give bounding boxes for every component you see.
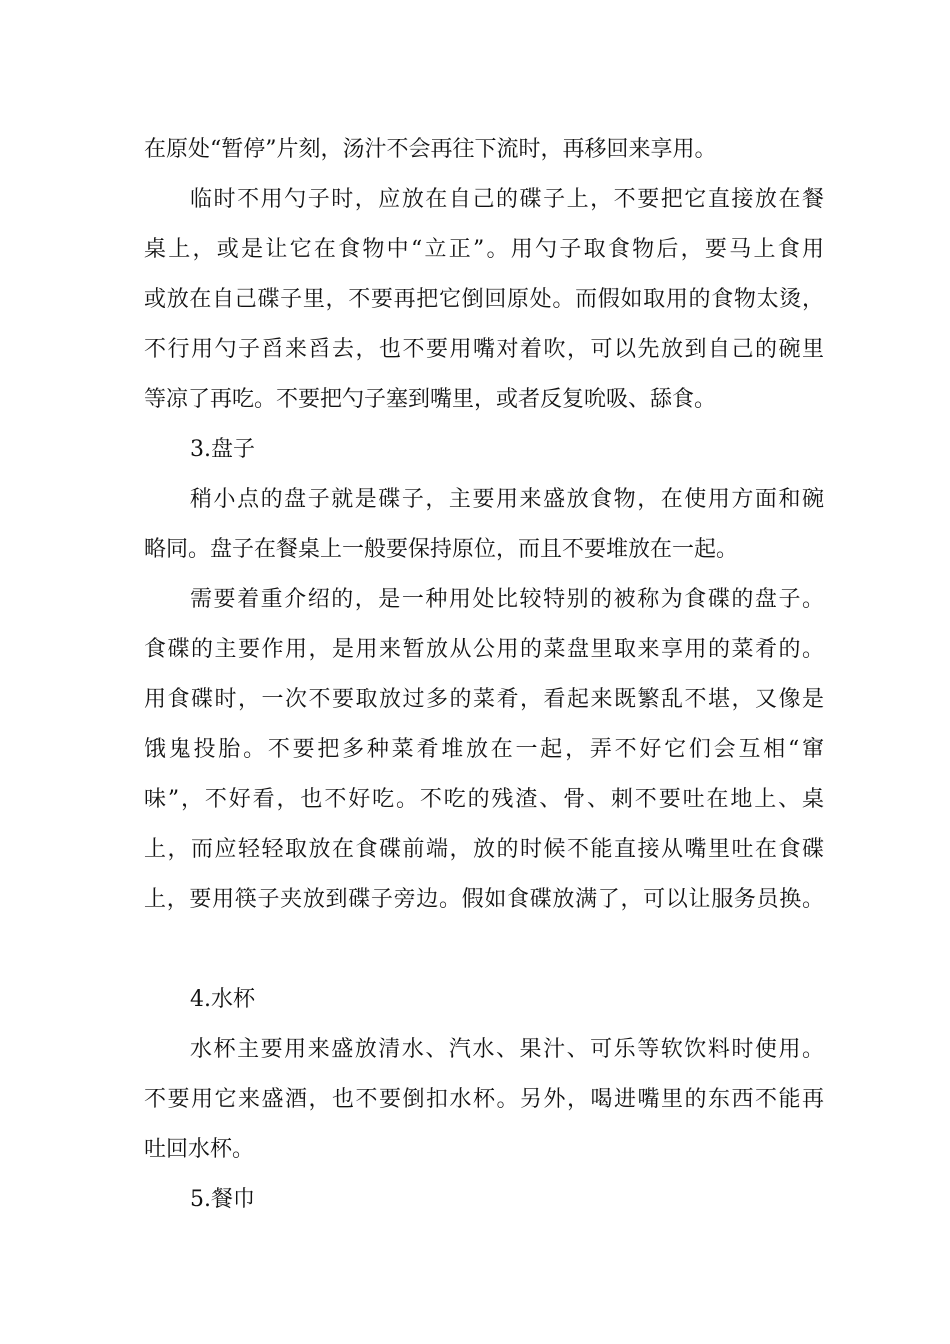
paragraph-line: 不要用它来盛酒，也不要倒扣水杯。另外，喝进嘴里的东西不能再: [144, 1087, 824, 1112]
paragraph-line: 桌上，或是让它在食物中“立正”。用勺子取食物后，要马上食用: [144, 237, 824, 262]
paragraph-line: 或放在自己碟子里，不要再把它倒回原处。而假如取用的食物太烫，: [144, 287, 824, 312]
paragraph-line: 饿鬼投胎。不要把多种菜肴堆放在一起，弄不好它们会互相“窜: [144, 737, 824, 762]
paragraph-line: 临时不用勺子时，应放在自己的碟子上，不要把它直接放在餐: [190, 187, 824, 212]
paragraph-line: 略同。盘子在餐桌上一般要保持原位，而且不要堆放在一起。: [144, 537, 739, 562]
paragraph-line: 需要着重介绍的，是一种用处比较特别的被称为食碟的盘子。: [190, 587, 824, 612]
paragraph-line: 上，而应轻轻取放在食碟前端，放的时候不能直接从嘴里吐在食碟: [144, 837, 824, 862]
section-heading: 4.水杯: [190, 987, 255, 1012]
paragraph-line: 稍小点的盘子就是碟子，主要用来盛放食物，在使用方面和碗: [190, 487, 824, 512]
section-heading: 3.盘子: [190, 437, 255, 462]
paragraph-line: 在原处“暂停”片刻，汤汁不会再往下流时，再移回来享用。: [144, 137, 717, 162]
paragraph-line: 味”，不好看，也不好吃。不吃的残渣、骨、刺不要吐在地上、桌: [144, 787, 824, 812]
section-heading: 5.餐巾: [190, 1187, 255, 1212]
paragraph-line: 水杯主要用来盛放清水、汽水、果汁、可乐等软饮料时使用。: [190, 1037, 824, 1062]
paragraph-line: 上，要用筷子夹放到碟子旁边。假如食碟放满了，可以让服务员换。: [144, 887, 824, 912]
paragraph-line: 吐回水杯。: [144, 1137, 255, 1162]
paragraph-line: 等凉了再吃。不要把勺子塞到嘴里，或者反复吮吸、舔食。: [144, 387, 717, 412]
paragraph-line: 用食碟时，一次不要取放过多的菜肴，看起来既繁乱不堪，又像是: [144, 687, 824, 712]
paragraph-line: 不行用勺子舀来舀去，也不要用嘴对着吹，可以先放到自己的碗里: [144, 337, 824, 362]
paragraph-line: 食碟的主要作用，是用来暂放从公用的菜盘里取来享用的菜肴的。: [144, 637, 824, 662]
